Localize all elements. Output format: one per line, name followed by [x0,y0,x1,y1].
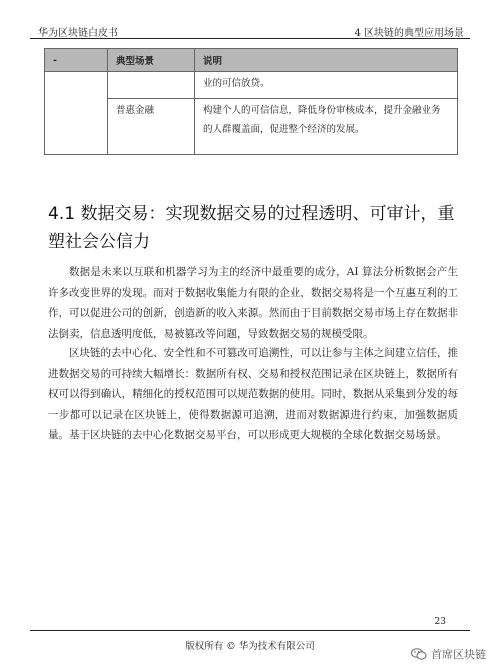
table-header-cell: - [45,49,108,72]
scenario-table [44,48,458,155]
footer-divider [30,630,470,631]
page-header [30,18,470,39]
table-cell: 构建个人的可信信息，降低身份审核成本，提升金融业务的人群覆盖面，促进整个经济的发展。 [195,99,458,155]
watermark [411,646,486,662]
table-cell [108,72,195,99]
table-row [45,72,458,99]
watermark-text: 首席区块链 [431,648,486,661]
table-cell: 普惠金融 [108,99,195,155]
footer-copyright: 版权所有 © 华为技术有限公司 [185,641,315,652]
table-cell [45,72,108,155]
table-header-cell: 典型场景 [108,49,195,72]
section-heading: 4.1 数据交易：实现数据交易的过程透明、可审计，重塑社会公信力 [48,204,455,252]
body-paragraph: 数据是未来以互联和机器学习为主的经济中最重要的成分，AI 算法分析数据会产生许多改变世界的发现。而对于数据收集能力有限的企业，数据交易将是一个互惠互利的工作，可以促进公司的创新，创造新的收入来源。然而由于目前数据交易市场上存在数据非法倒卖，信息透明度低，易被篡改等问题，导致数据交易的规模受限。 [48,266,458,340]
table-header-row [45,49,458,72]
header-chapter-title: 4 区块链的典型应用场景 [354,28,464,39]
header-doc-title: 华为区块链白皮书 [38,28,118,39]
body-paragraph: 区块链的去中心化、安全性和不可篡改可追溯性，可以让参与主体之间建立信任，推进数据交易的可持续大幅增长：数据所有权、交易和授权范围记录在区块链上，数据所有权可以得到确认，精细化的授权范围可以规范数据的使用。同时，数据从采集到分发的每一步都可以记录在区块链上，使得数据源可追溯，进而对数据源进行约束，加强数据质量。基于区块链的去中心化数据交易平台，可以形成更大规模的全球化数据交易场景。 [48,347,458,441]
wechat-icon [411,648,427,660]
table-header-cell: 说明 [195,49,458,72]
table-cell: 业的可信放贷。 [195,72,458,99]
page-number: 23 [434,617,446,627]
